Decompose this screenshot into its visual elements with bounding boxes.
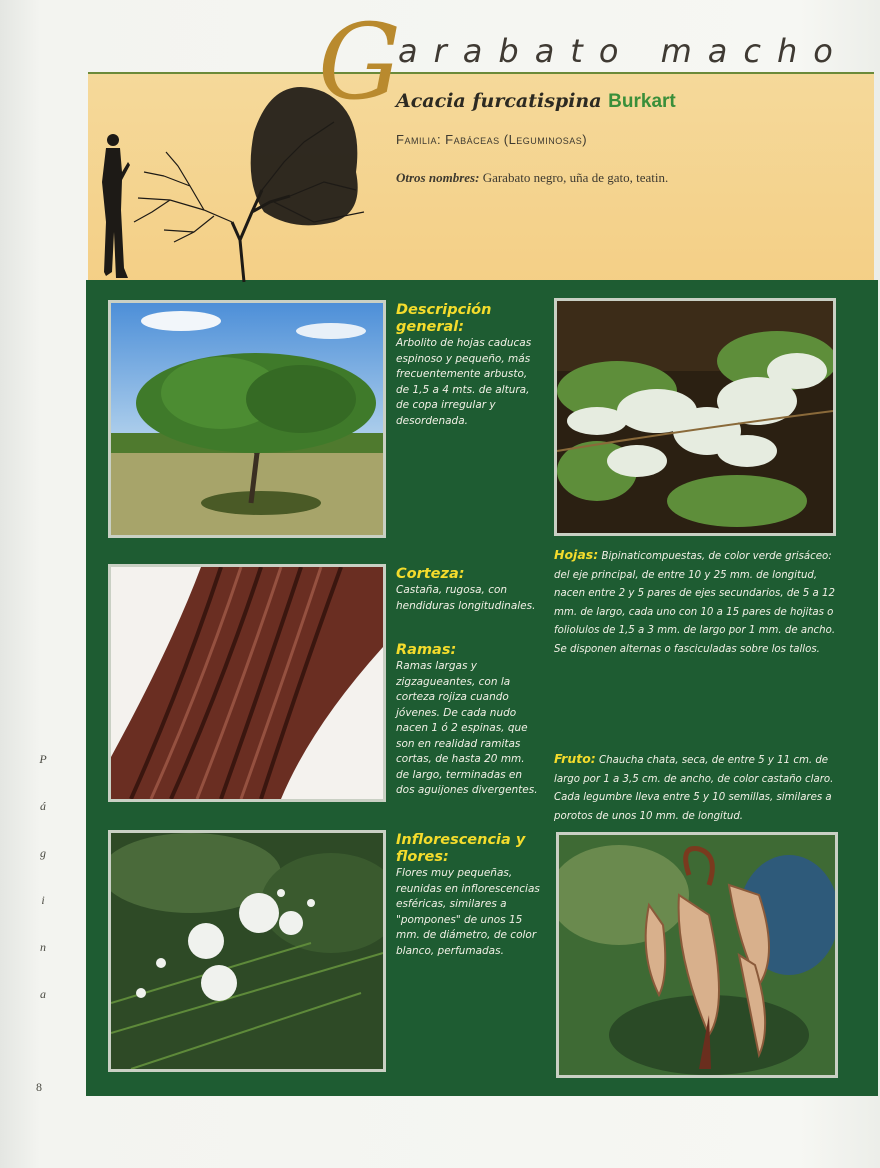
margin-letter: i — [41, 893, 45, 907]
corteza-heading: Corteza: — [396, 566, 465, 582]
margin-letter: P — [39, 752, 47, 766]
margin-pagina — [36, 752, 50, 1034]
margin-letter: g — [40, 846, 46, 860]
otros-nombres-value: Garabato negro, uña de gato, teatin. — [482, 170, 669, 185]
descripcion-body: Arbolito de hojas caducas espinoso y pequeño, más frecuentemente arbusto, de 1,5 a 4 mts. de altura, de copa irregular y desordenada. — [396, 337, 532, 427]
descripcion-heading: Descripción general: — [396, 302, 492, 335]
hojas-heading: Hojas: — [554, 547, 599, 562]
margin-letter: á — [40, 799, 46, 813]
margin-letter: n — [40, 940, 46, 954]
scientific-name-author: Burkart — [608, 91, 676, 112]
hojas-section — [554, 546, 840, 659]
page-title: arabato macho — [398, 32, 849, 70]
otros-nombres-label: Otros nombres: — [396, 170, 480, 185]
inflorescencia-section — [396, 832, 540, 959]
scientific-name — [396, 90, 676, 113]
scientific-name-species: Acacia furcatispina — [396, 90, 602, 112]
ramas-section — [396, 642, 540, 799]
familia-line: Familia: Fabáceas (Leguminosas) — [396, 132, 588, 147]
bark-photo — [108, 564, 386, 802]
page-number: 8 — [36, 1080, 42, 1094]
tree-photo — [108, 300, 386, 538]
leaves-photo — [554, 298, 836, 536]
corteza-section — [396, 566, 536, 614]
ramas-body: Ramas largas y zigzagueantes, con la corteza rojiza cuando jóvenes. De cada nudo nacen 1 ó 2 espinas, que son en realidad ramitas cortas, de hasta 20 mm. de largo, terminadas en dos aguijones divergentes. — [396, 660, 538, 796]
corteza-body: Castaña, rugosa, con hendiduras longitudinales. — [396, 584, 536, 612]
inflorescencia-body: Flores muy pequeñas, reunidas en inflorescencias esféricas, similares a "pompones" de unos 15 mm. de diámetro, de color blanco, perfumadas. — [396, 867, 540, 957]
fruto-body: Chaucha chata, seca, de entre 5 y 11 cm. de largo por 1 a 3,5 cm. de ancho, de color castaño claro. Cada legumbre lleva entre 5 y 10 semillas, similares a porotos de unos 10 mm. de longitud. — [554, 755, 834, 822]
title-initial: G — [318, 1, 402, 123]
fruto-heading: Fruto: — [554, 751, 596, 766]
descripcion-section — [396, 302, 542, 429]
flowers-photo — [108, 830, 386, 1072]
inflorescencia-heading: Inflorescencia y flores: — [396, 832, 526, 865]
otros-nombres — [396, 170, 668, 186]
fruto-section — [554, 750, 840, 826]
hojas-body: Bipinaticompuestas, de color verde grisáceo: del eje principal, de entre 10 y 25 mm. de longitud, nacen entre 2 y 5 pares de ejes secundarios, de 5 a 12 mm. de largo, cada uno con 10 a 15 pares de hojitas o foliolulos de 1,5 a 3 mm. de largo por 1 mm. de ancho. Se disponen alternas o fasciculadas sobre los tallos. — [554, 551, 836, 655]
margin-letter: a — [40, 987, 46, 1001]
ramas-heading: Ramas: — [396, 642, 457, 658]
pods-photo — [556, 832, 838, 1078]
